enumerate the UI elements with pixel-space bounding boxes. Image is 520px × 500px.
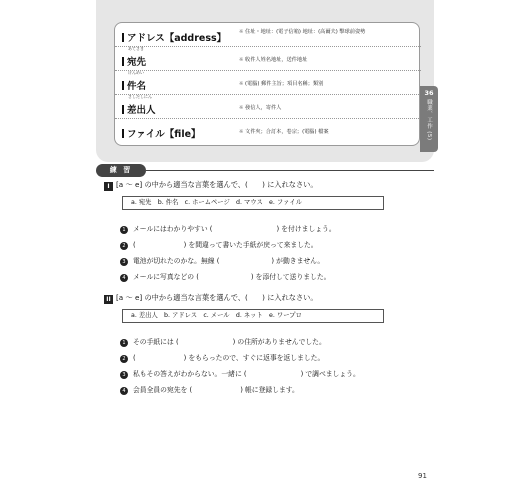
vocab-row	[115, 47, 421, 71]
vocab-definition: ※ 收件人姓名地址，送件地址	[239, 57, 308, 63]
section-1-choices: a. 宛先 b. 件名 c. ホームページ d. マウス e. ファイル	[122, 196, 384, 210]
chapter-tab	[420, 86, 438, 152]
question-1-4: 4 メールに写真などの ( ) を添付して送りました。	[120, 271, 330, 282]
question-2-2: 2 ( ) をもらったので、すぐに返事を返しました。	[120, 352, 324, 363]
question-1-1: 1 メールにはわかりやすい ( ) を付けましょう。	[120, 223, 336, 234]
question-2-1: 1 その手紙には ( ) の住所がありませんでした。	[120, 336, 326, 347]
practice-label: 練 習	[96, 164, 146, 177]
page-number: 91	[418, 472, 427, 480]
vocab-row	[115, 71, 421, 95]
section-2-number: II	[104, 295, 113, 304]
vocab-definition: ※ 文件夾；合訂本，卷宗；(電腦) 檔案	[239, 129, 329, 135]
section-1-number: I	[104, 182, 113, 191]
vocab-ruby: さしだしにん	[128, 94, 152, 99]
practice-divider	[146, 170, 434, 171]
section-2-choices: a. 差出人 b. アドレス c. メール d. ネット e. ワープロ	[122, 309, 384, 323]
vocab-row	[115, 95, 421, 119]
section-2-instruction: II [a ～ e] の中から適当な言葉を選んで、( ) に入れなさい。	[104, 293, 318, 304]
section-1-instruction: I [a ～ e] の中から適当な言葉を選んで、( ) に入れなさい。	[104, 180, 318, 191]
vocab-row	[115, 23, 421, 47]
vocab-term: ファイル【file】	[122, 126, 201, 140]
vocab-definition: ※ 住址・地址：(電子信箱) 地址：(高爾夫) 擊球前姿勢	[239, 29, 366, 35]
question-1-3: 3 電池が切れたのかな。無線 ( ) が動きません。	[120, 255, 324, 266]
vocab-definition: ※ (電腦) 郵件主旨；項目名稱；類別	[239, 81, 324, 87]
chapter-title: 職業、工作 (5)	[426, 99, 432, 141]
question-2-3: 3 私もその答えがわからない。一緒に ( ) で調べましょう。	[120, 368, 360, 379]
vocab-term: 差出人	[122, 102, 156, 116]
vocabulary-table	[114, 22, 420, 146]
vocab-ruby: けんめい	[128, 70, 144, 75]
vocab-ruby: あてさき	[128, 46, 144, 51]
question-2-4: 4 会員全員の宛先を ( ) 帳に登録します。	[120, 384, 299, 395]
vocab-term: 件名	[122, 78, 146, 92]
vocab-term: 宛先	[122, 54, 146, 68]
vocab-definition: ※ 發信人，寄件人	[239, 105, 282, 111]
question-1-2: 2 ( ) を間違って書いた手紙が戻って来ました。	[120, 239, 318, 250]
vocab-term: アドレス【address】	[122, 30, 226, 44]
vocab-row	[115, 119, 421, 147]
chapter-number: 36	[424, 89, 434, 97]
